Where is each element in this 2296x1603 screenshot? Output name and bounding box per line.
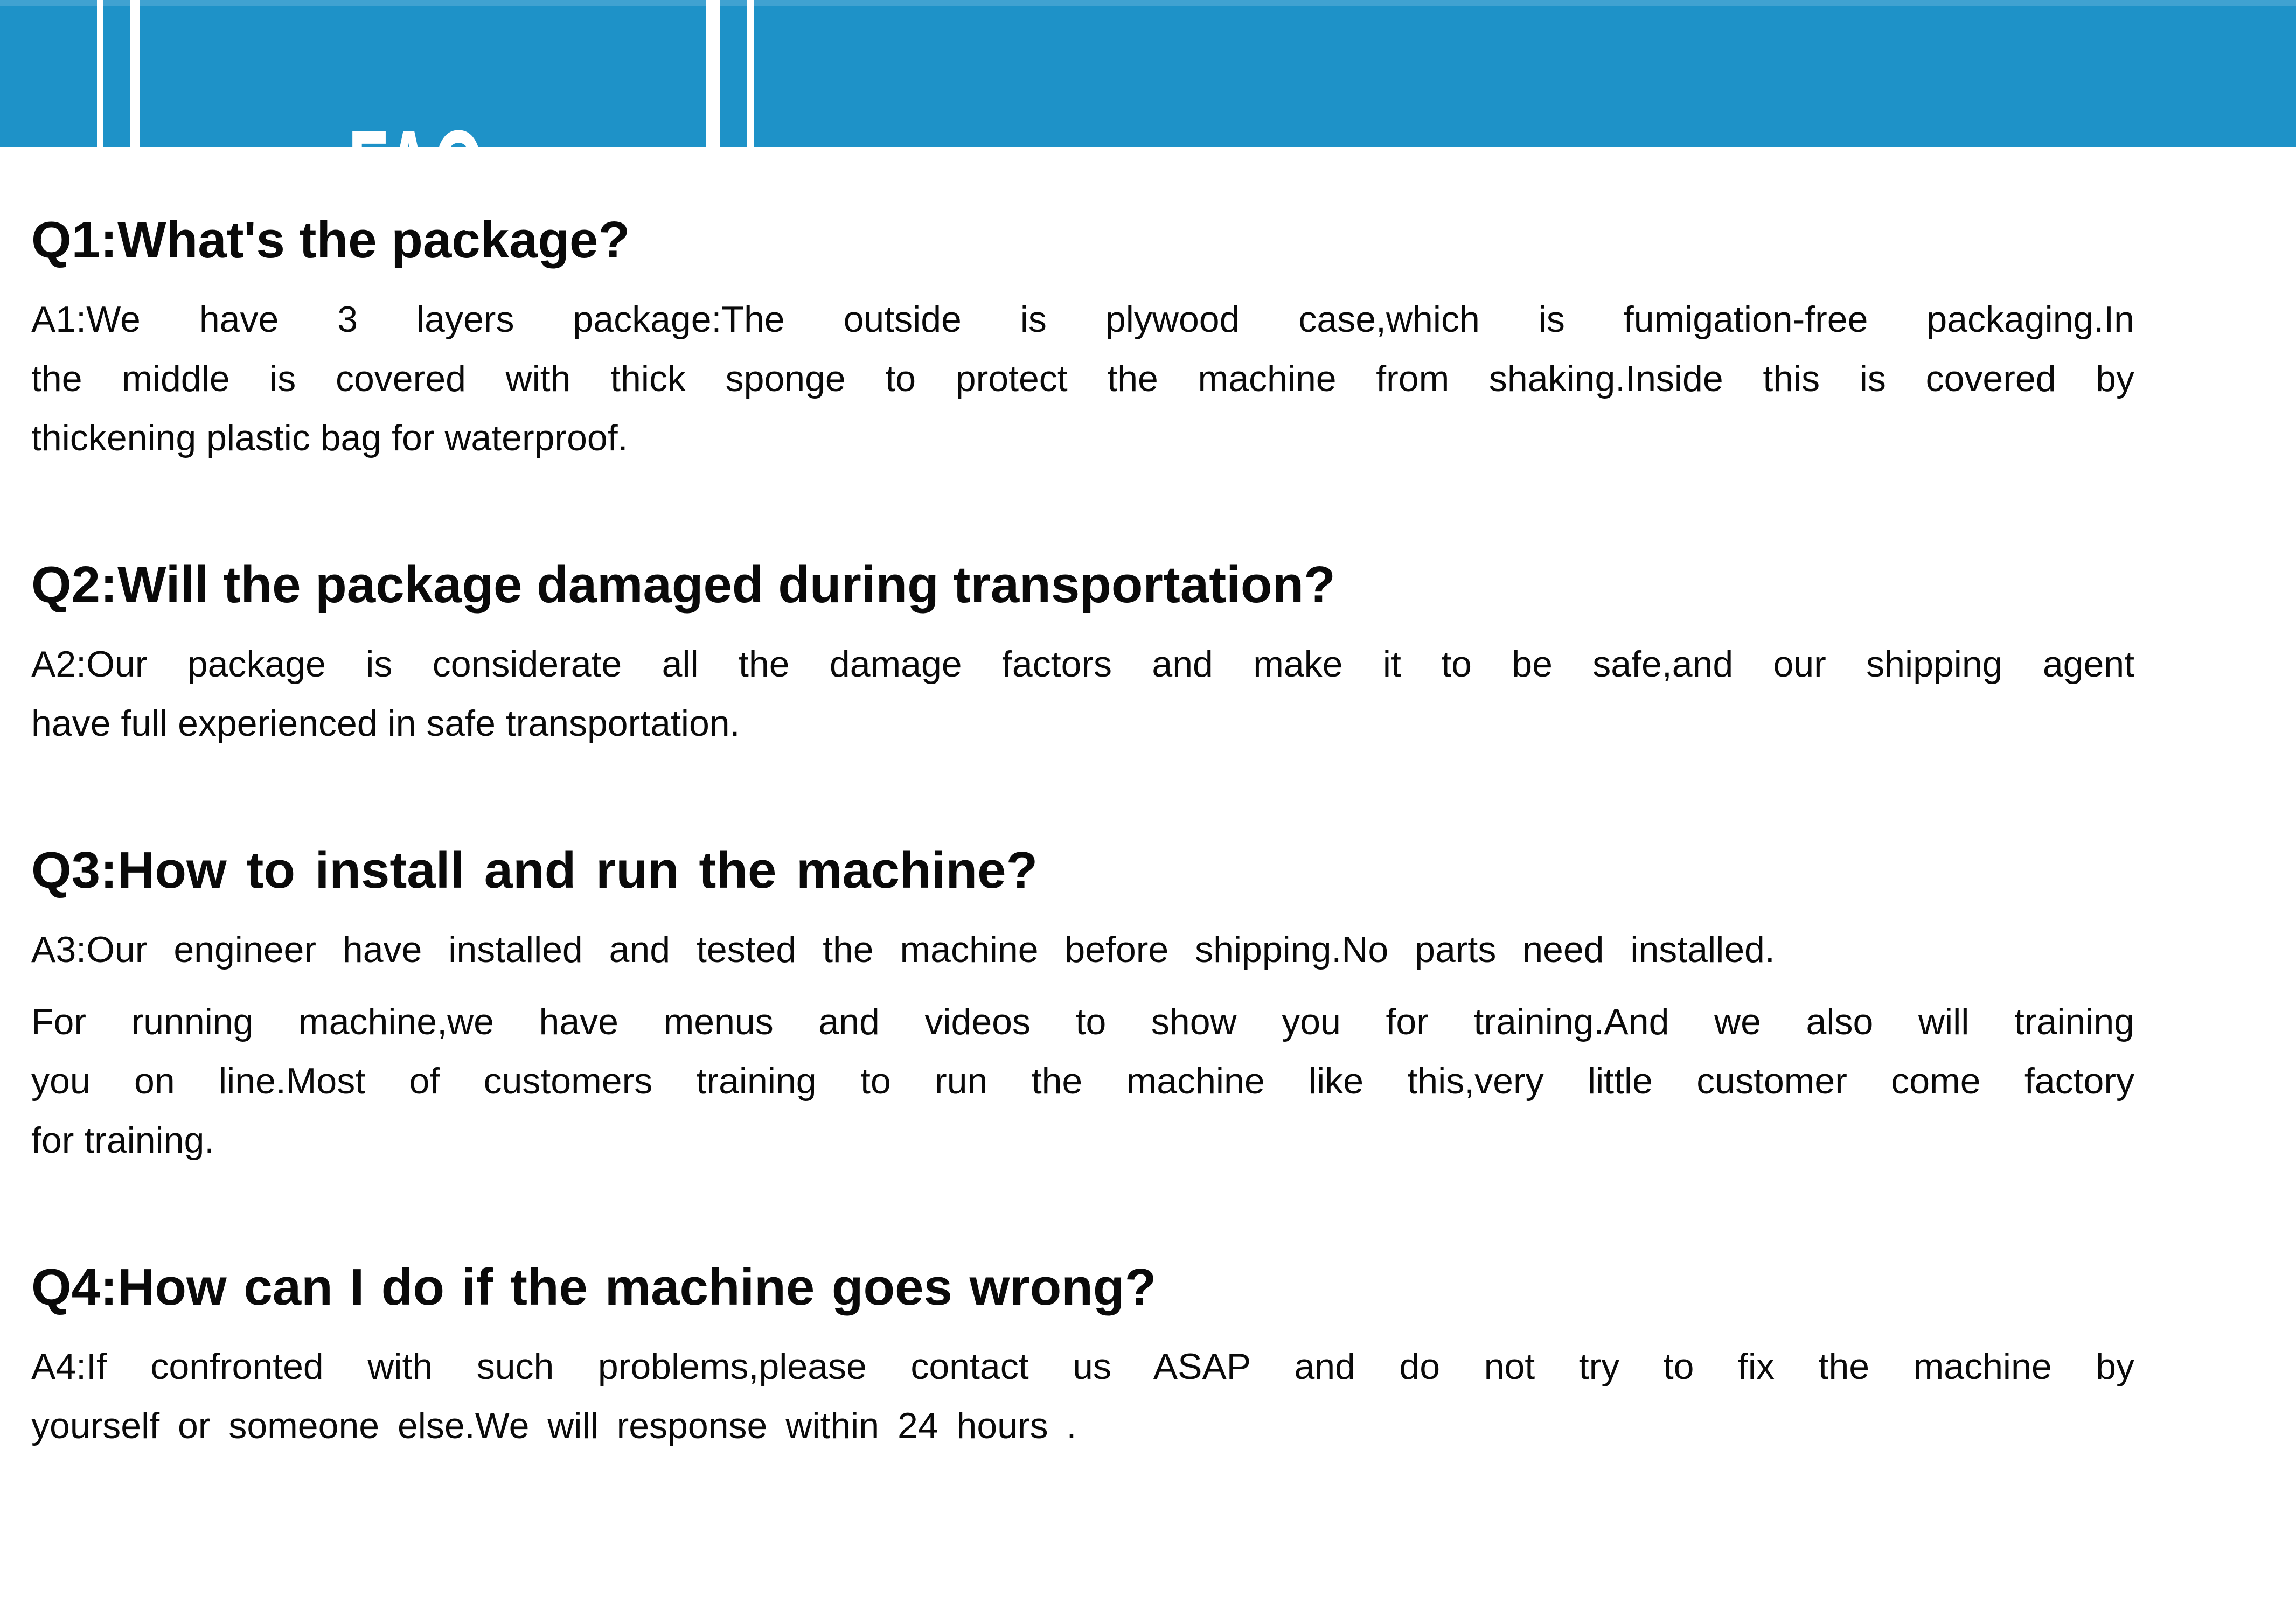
answer-line: have full experienced in safe transportation.: [31, 703, 740, 744]
faq-content: [0, 212, 2296, 1455]
answer-paragraph: [31, 635, 2134, 753]
answer-line: For running machine,we have menus and videos to show you for training.And we also will training: [31, 1001, 2134, 1042]
header-band: [0, 0, 2296, 233]
band-top-edge: [0, 0, 2296, 6]
faq-item: [31, 1259, 2134, 1455]
answer-paragraph: [31, 290, 2134, 468]
decor-stripe-right-thin: [747, 0, 754, 147]
question-heading: Q1:What's the package?: [31, 211, 630, 269]
answer-line: A2:Our package is considerate all the damage factors and make it to be safe,and our shipping agent: [31, 644, 2134, 685]
answer-paragraph: [31, 1337, 2134, 1455]
answer-paragraph: [31, 992, 2134, 1170]
question-heading: Q3:How to install and run the machine?: [31, 841, 1038, 899]
answer-line: for training.: [31, 1120, 215, 1161]
decor-stripe-right-thick: [706, 0, 720, 147]
faq-item: [31, 212, 2134, 468]
question-heading: Q4:How can I do if the machine goes wrong?: [31, 1258, 1157, 1316]
answer-line: A3:Our engineer have installed and tested the machine before shipping.No parts need installed.: [31, 929, 1775, 970]
answer-line: A1:We have 3 layers package:The outside is plywood case,which is fumigation-free packaging.In: [31, 299, 2134, 340]
answer-line: yourself or someone else.We will response within 24 hours .: [31, 1405, 1077, 1446]
question-heading: Q2:Will the package damaged during transportation?: [31, 556, 1335, 614]
decor-stripe-left-thin: [97, 0, 103, 147]
faq-item: [31, 556, 2134, 753]
answer-paragraph: [31, 920, 2134, 979]
answer-line: A4:If confronted with such problems,please contact us ASAP and do not try to fix the machine by: [31, 1346, 2134, 1387]
decor-stripe-left-thick: [130, 0, 140, 147]
answer-line: you on line.Most of customers training to run the machine like this,very little customer come factory: [31, 1061, 2134, 1102]
faq-item: [31, 842, 2134, 1170]
answer-line: thickening plastic bag for waterproof.: [31, 417, 628, 458]
answer-line: the middle is covered with thick sponge to protect the machine from shaking.Inside this is covered by: [31, 358, 2134, 399]
page-title: FAQ: [348, 106, 485, 233]
